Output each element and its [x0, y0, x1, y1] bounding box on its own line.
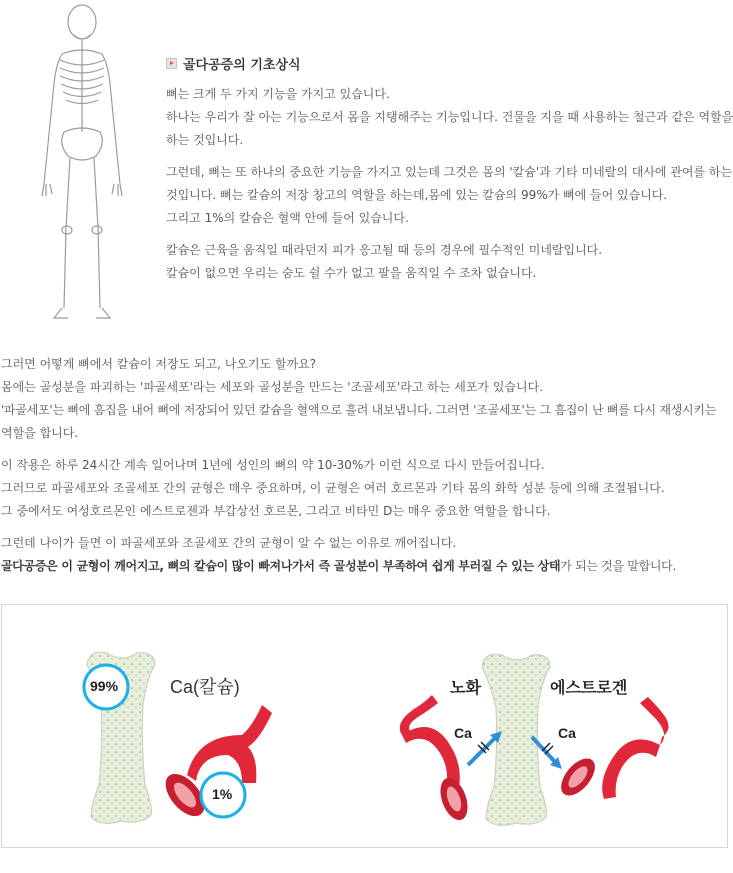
ca-label-right: Ca: [558, 725, 576, 741]
intro-paragraph-1: [166, 83, 733, 152]
intro-section: [166, 54, 733, 294]
text-line: 몸에는 골성분을 파괴하는 '파골세포'라는 세포와 골성분을 만드는 '조골세포'라고 하는 세포가 있습니다.: [1, 380, 544, 394]
text-line: 역할을 합니다.: [1, 426, 79, 440]
definition-ending: 가 되는 것을 말합니다.: [560, 559, 676, 573]
percent-99-label: 99%: [90, 678, 119, 694]
body-paragraph-2: [1, 454, 729, 523]
text-line: 하는 것입니다.: [166, 133, 244, 147]
text-line: 그러므로 파골세포와 조골세포 간의 균형은 매우 중요하며, 이 균형은 여러 호르몬과 기타 몸의 화학 성분 등에 의해 조절됩니다.: [1, 481, 665, 495]
body-paragraph-1: [1, 353, 729, 445]
intro-paragraph-2: [166, 161, 733, 230]
text-line: 그러면 어떻게 뼈에서 칼슘이 저장도 되고, 나오기도 할까요?: [1, 357, 317, 371]
percent-1-label: 1%: [212, 786, 233, 802]
skeleton-illustration: [22, 2, 142, 336]
blood-vessel-right-2: [602, 739, 660, 799]
calcium-label: Ca(칼슘): [170, 677, 240, 697]
text-line: 하나는 우리가 잘 아는 기능으로서 몸을 지탱해주는 기능입니다. 건물을 지을 때 사용하는 철근과 같은 역할을: [166, 110, 733, 124]
text-line: '파골세포'는 뼈에 흠집을 내어 뼈에 저장되어 있던 칼슘을 혈액으로 흘려 내보냅니다. 그러면 '조골세포'는 그 흠집이 난 뼈를 다시 재생시키는: [1, 403, 717, 417]
intro-heading: [166, 54, 728, 73]
text-line: 칼슘이 없으면 우리는 숨도 쉴 수가 없고 팔을 움직일 수 조차 없습니다.: [166, 266, 537, 280]
body-section: [1, 353, 729, 587]
text-line: 그 중에서도 여성호르몬인 에스트로젠과 부갑상선 호르몬, 그리고 비타민 D는 매우 중요한 역할을 합니다.: [1, 504, 551, 518]
text-line: 것입니다. 뼈는 칼슘의 저장 창고의 역할을 하는데,몸에 있는 칼슘의 99%가 뼈에 들어 있습니다.: [166, 188, 668, 202]
calcium-diagram: [1, 604, 728, 848]
text-line: 그런데 나이가 들면 이 파골세포와 조골세포 간의 균형이 알 수 없는 이유로 깨어집니다.: [1, 536, 457, 550]
text-line: 칼슘은 근육을 움직일 때라던지 피가 응고될 때 등의 경우에 필수적인 미네랄입니다.: [166, 243, 603, 257]
intro-title: 골다공증의 기초상식: [183, 58, 301, 73]
text-line: [1, 555, 729, 578]
aging-label: 노화: [450, 680, 481, 697]
ca-label-left: Ca: [454, 725, 472, 741]
text-line: 그리고 1%의 칼슘은 혈액 안에 들어 있습니다.: [166, 211, 409, 225]
arrow-bullet-icon: [166, 58, 177, 69]
estrogen-label: 에스트로겐: [550, 680, 628, 697]
text-line: 그런데, 뼈는 또 하나의 중요한 기능을 가지고 있는데 그것은 몸의 '칼슘'과 기타 미네랄의 대사에 관여를 하는: [166, 165, 733, 179]
body-paragraph-3: [1, 532, 729, 578]
intro-paragraph-3: [166, 239, 728, 285]
osteoporosis-definition: 골다공증은 이 균형이 깨어지고, 뼈의 칼슘이 많이 빠져나가서 즉 골성분이 부족하여 쉽게 부러질 수 있는 상태: [1, 559, 561, 573]
text-line: 뼈는 크게 두 가지 기능을 가지고 있습니다.: [166, 87, 390, 101]
text-line: 이 작용은 하루 24시간 계속 일어나며 1년에 성인의 뼈의 약 10-30%가 이런 식으로 다시 만들어집니다.: [1, 458, 545, 472]
blood-vessel-left: [187, 705, 272, 783]
